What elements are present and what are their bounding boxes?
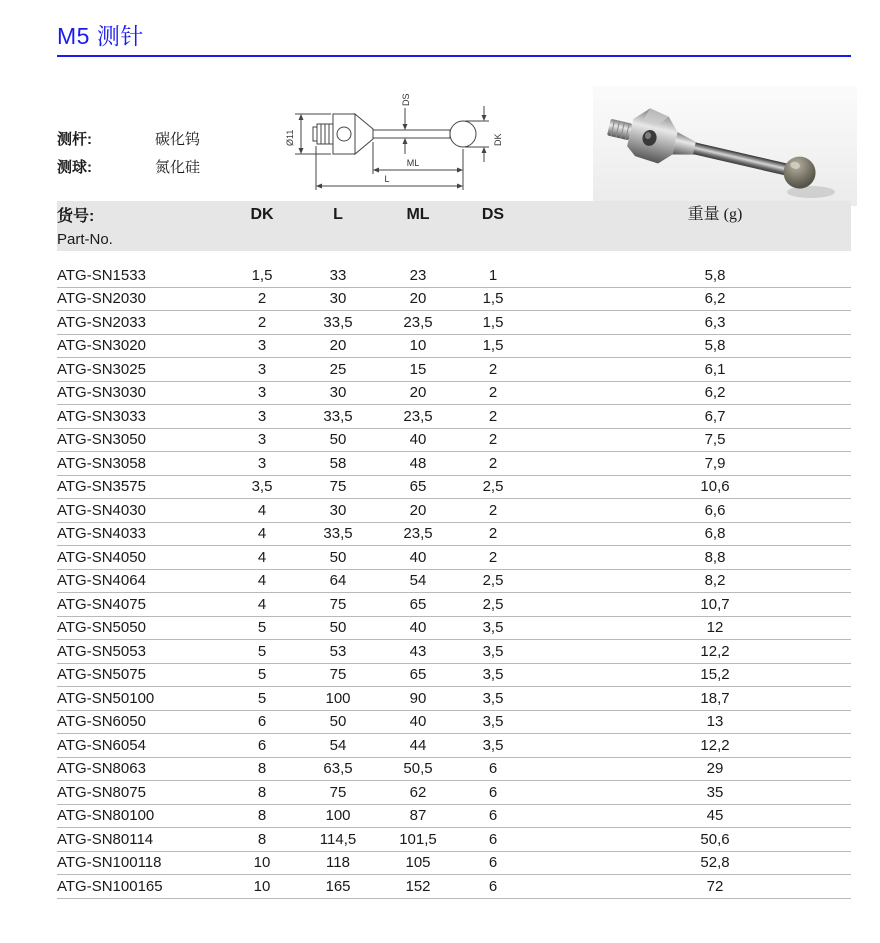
cell-ds: 2 xyxy=(488,360,498,378)
dim-label-ds: DS xyxy=(401,93,411,106)
cell-ml: 101,5 xyxy=(399,830,437,848)
cell-weight: 12,2 xyxy=(700,736,730,754)
cell-l: 75 xyxy=(329,783,347,801)
table-row xyxy=(57,288,851,312)
cell-weight: 10,6 xyxy=(700,478,730,496)
cell-ml: 10 xyxy=(409,337,427,355)
cell-dk: 4 xyxy=(257,501,267,519)
cell-part-no: ATG-SN6054 xyxy=(57,736,146,754)
cell-ml: 43 xyxy=(409,642,427,660)
cell-weight: 13 xyxy=(706,713,724,731)
cell-dk: 3 xyxy=(257,337,267,355)
table-header xyxy=(57,201,851,251)
cell-weight: 8,8 xyxy=(704,548,726,566)
cell-part-no: ATG-SN4064 xyxy=(57,572,146,590)
parts-table xyxy=(57,201,851,899)
cell-dk: 5 xyxy=(257,689,267,707)
cell-l: 114,5 xyxy=(319,830,357,848)
cell-part-no: ATG-SN8063 xyxy=(57,760,146,778)
cell-part-no: ATG-SN4030 xyxy=(57,501,146,519)
dim-label-dk: DK xyxy=(493,133,503,146)
cell-dk: 2 xyxy=(257,290,267,308)
cell-dk: 4 xyxy=(257,572,267,590)
table-row xyxy=(57,852,851,876)
cell-weight: 6,6 xyxy=(704,501,726,519)
cell-weight: 12 xyxy=(706,619,724,637)
cell-ds: 1,5 xyxy=(482,290,504,308)
table-row xyxy=(57,758,851,782)
cell-dk: 5 xyxy=(257,619,267,637)
table-row xyxy=(57,452,851,476)
table-row xyxy=(57,264,851,288)
cell-dk: 2 xyxy=(257,313,267,331)
cell-ml: 48 xyxy=(409,454,427,472)
materials-block xyxy=(57,126,200,182)
cell-l: 58 xyxy=(329,454,347,472)
cell-ml: 90 xyxy=(409,689,427,707)
cell-ml: 23,5 xyxy=(403,525,433,543)
cell-ml: 62 xyxy=(409,783,427,801)
cell-ds: 2,5 xyxy=(482,572,504,590)
table-row xyxy=(57,828,851,852)
material-shaft-value: 碳化钨 xyxy=(155,131,201,148)
cell-ds: 6 xyxy=(488,807,498,825)
cell-dk: 8 xyxy=(257,783,267,801)
cell-part-no: ATG-SN1533 xyxy=(57,266,146,284)
cell-l: 30 xyxy=(329,384,347,402)
table-row xyxy=(57,335,851,359)
material-shaft-label: 测杆: xyxy=(57,131,92,148)
cell-ml: 20 xyxy=(409,501,427,519)
cell-part-no: ATG-SN3030 xyxy=(57,384,146,402)
cell-dk: 3 xyxy=(257,431,267,449)
cell-dk: 3 xyxy=(257,407,267,425)
table-row xyxy=(57,476,851,500)
cell-ml: 87 xyxy=(409,807,427,825)
cell-weight: 12,2 xyxy=(700,642,730,660)
cell-ds: 6 xyxy=(488,760,498,778)
cell-part-no: ATG-SN2030 xyxy=(57,290,146,308)
cell-dk: 3 xyxy=(257,384,267,402)
cell-ml: 65 xyxy=(409,595,427,613)
cell-dk: 3 xyxy=(257,454,267,472)
cell-weight: 8,2 xyxy=(704,572,726,590)
table-row xyxy=(57,429,851,453)
cell-part-no: ATG-SN3575 xyxy=(57,478,146,496)
cell-weight: 6,1 xyxy=(704,360,726,378)
cell-dk: 4 xyxy=(257,548,267,566)
header-weight: 重量 (g) xyxy=(687,206,743,223)
cell-ds: 2 xyxy=(488,548,498,566)
cell-ml: 105 xyxy=(405,854,431,872)
header-ds: DS xyxy=(481,206,505,223)
cell-dk: 10 xyxy=(253,877,271,895)
cell-weight: 52,8 xyxy=(700,854,730,872)
cell-ds: 1,5 xyxy=(482,337,504,355)
cell-part-no: ATG-SN100118 xyxy=(57,854,162,872)
cell-ds: 3,5 xyxy=(482,713,504,731)
cell-ds: 6 xyxy=(488,783,498,801)
cell-l: 118 xyxy=(326,854,350,872)
cell-ds: 3,5 xyxy=(482,642,504,660)
cell-part-no: ATG-SN8075 xyxy=(57,783,146,801)
table-row xyxy=(57,523,851,547)
cell-l: 30 xyxy=(329,501,347,519)
material-ball-label: 测球: xyxy=(57,159,92,176)
table-row xyxy=(57,499,851,523)
cell-l: 64 xyxy=(329,572,347,590)
cell-weight: 6,7 xyxy=(704,407,726,425)
cell-l: 100 xyxy=(325,807,351,825)
cell-ml: 40 xyxy=(409,619,427,637)
stylus-product-photo xyxy=(593,86,857,211)
cell-ds: 3,5 xyxy=(482,619,504,637)
table-row xyxy=(57,640,851,664)
cell-ds: 2 xyxy=(488,454,498,472)
cell-weight: 6,8 xyxy=(704,525,726,543)
cell-l: 50 xyxy=(329,431,347,449)
cell-part-no: ATG-SN80114 xyxy=(57,830,154,848)
cell-l: 33,5 xyxy=(323,407,353,425)
cell-dk: 3 xyxy=(257,360,267,378)
cell-dk: 3,5 xyxy=(251,478,273,496)
cell-dk: 5 xyxy=(257,666,267,684)
cell-part-no: ATG-SN80100 xyxy=(57,807,155,825)
cell-ds: 2,5 xyxy=(482,478,504,496)
page-title: M5 测针 xyxy=(57,23,144,49)
cell-weight: 72 xyxy=(706,877,724,895)
table-row xyxy=(57,382,851,406)
cell-ds: 3,5 xyxy=(482,689,504,707)
cell-l: 100 xyxy=(325,689,351,707)
cell-l: 20 xyxy=(329,337,347,355)
cell-ml: 40 xyxy=(409,548,427,566)
cell-l: 75 xyxy=(329,595,347,613)
material-ball-value: 氮化硅 xyxy=(155,159,201,176)
cell-part-no: ATG-SN4050 xyxy=(57,548,146,566)
cell-weight: 5,8 xyxy=(704,337,726,355)
cell-l: 63,5 xyxy=(323,760,353,778)
cell-l: 33 xyxy=(329,266,347,284)
cell-ml: 44 xyxy=(409,736,427,754)
table-row xyxy=(57,687,851,711)
cell-ml: 20 xyxy=(409,290,427,308)
cell-part-no: ATG-SN5075 xyxy=(57,666,146,684)
cell-part-no: ATG-SN50100 xyxy=(57,689,155,707)
cell-weight: 29 xyxy=(706,760,724,778)
cell-dk: 1,5 xyxy=(251,266,273,284)
cell-l: 50 xyxy=(329,713,347,731)
cell-ml: 23 xyxy=(409,266,427,284)
cell-ml: 40 xyxy=(409,431,427,449)
cell-ml: 65 xyxy=(409,478,427,496)
cell-weight: 5,8 xyxy=(704,266,726,284)
cell-l: 50 xyxy=(329,619,347,637)
cell-ds: 1 xyxy=(488,266,498,284)
cell-weight: 6,3 xyxy=(704,313,726,331)
cell-ml: 15 xyxy=(409,360,427,378)
cell-ds: 1,5 xyxy=(482,313,504,331)
cell-part-no: ATG-SN2033 xyxy=(57,313,146,331)
cell-part-no: ATG-SN4075 xyxy=(57,595,146,613)
dim-label-shank-diameter: Ø11 xyxy=(285,129,295,146)
cell-weight: 35 xyxy=(706,783,724,801)
cell-dk: 10 xyxy=(253,854,271,872)
cell-part-no: ATG-SN6050 xyxy=(57,713,146,731)
cell-part-no: ATG-SN3050 xyxy=(57,431,146,449)
table-row xyxy=(57,358,851,382)
cell-l: 33,5 xyxy=(323,525,353,543)
header-part-no xyxy=(57,205,227,251)
cell-ds: 2 xyxy=(488,407,498,425)
cell-ml: 23,5 xyxy=(403,407,433,425)
cell-part-no: ATG-SN5053 xyxy=(57,642,146,660)
material-shaft-row xyxy=(57,126,200,154)
cell-ds: 6 xyxy=(488,854,498,872)
cell-part-no: ATG-SN4033 xyxy=(57,525,146,543)
header-ml: ML xyxy=(406,206,430,223)
cell-ds: 2 xyxy=(488,431,498,449)
table-row xyxy=(57,617,851,641)
cell-weight: 7,5 xyxy=(704,431,726,449)
table-row xyxy=(57,570,851,594)
cell-weight: 18,7 xyxy=(700,689,730,707)
cell-weight: 6,2 xyxy=(704,384,726,402)
cell-ml: 20 xyxy=(409,384,427,402)
cell-ml: 152 xyxy=(405,877,431,895)
cell-ds: 2 xyxy=(488,384,498,402)
cell-l: 53 xyxy=(329,642,347,660)
cell-ml: 65 xyxy=(409,666,427,684)
cell-part-no: ATG-SN3058 xyxy=(57,454,146,472)
table-row xyxy=(57,875,851,899)
table-body xyxy=(57,264,851,899)
header-l: L xyxy=(333,206,343,223)
cell-dk: 4 xyxy=(257,525,267,543)
dim-label-ml: ML xyxy=(406,158,420,168)
cell-ds: 2 xyxy=(488,501,498,519)
cell-ml: 23,5 xyxy=(403,313,433,331)
table-row xyxy=(57,405,851,429)
cell-dk: 4 xyxy=(257,595,267,613)
cell-l: 33,5 xyxy=(323,313,353,331)
table-row xyxy=(57,805,851,829)
table-row xyxy=(57,711,851,735)
cell-weight: 50,6 xyxy=(700,830,730,848)
dim-label-l: L xyxy=(384,174,390,184)
material-ball-row xyxy=(57,154,200,182)
cell-weight: 7,9 xyxy=(704,454,726,472)
cell-l: 30 xyxy=(329,290,347,308)
cell-weight: 6,2 xyxy=(704,290,726,308)
cell-dk: 5 xyxy=(257,642,267,660)
cell-ds: 2,5 xyxy=(482,595,504,613)
cell-part-no: ATG-SN3025 xyxy=(57,360,146,378)
cell-dk: 8 xyxy=(257,830,267,848)
cell-ds: 6 xyxy=(488,877,498,895)
cell-part-no: ATG-SN3033 xyxy=(57,407,146,425)
header-dk: DK xyxy=(250,206,274,223)
cell-l: 50 xyxy=(329,548,347,566)
cell-weight: 45 xyxy=(706,807,724,825)
table-row xyxy=(57,593,851,617)
cell-dk: 6 xyxy=(257,736,267,754)
cell-part-no: ATG-SN3020 xyxy=(57,337,146,355)
cell-l: 165 xyxy=(325,877,351,895)
table-row xyxy=(57,664,851,688)
cell-weight: 15,2 xyxy=(700,666,730,684)
cell-dk: 8 xyxy=(257,807,267,825)
table-row xyxy=(57,781,851,805)
cell-ml: 50,5 xyxy=(403,760,433,778)
title-divider xyxy=(57,55,851,57)
cell-weight: 10,7 xyxy=(700,595,730,613)
cell-dk: 6 xyxy=(257,713,267,731)
header-part-no-cn: 货号: xyxy=(57,208,95,225)
cell-ds: 3,5 xyxy=(482,736,504,754)
table-row xyxy=(57,734,851,758)
cell-ds: 2 xyxy=(488,525,498,543)
cell-ds: 3,5 xyxy=(482,666,504,684)
stylus-technical-drawing xyxy=(283,88,507,203)
table-row xyxy=(57,546,851,570)
cell-part-no: ATG-SN5050 xyxy=(57,619,146,637)
cell-ml: 40 xyxy=(409,713,427,731)
cell-l: 25 xyxy=(329,360,347,378)
cell-l: 54 xyxy=(329,736,347,754)
cell-l: 75 xyxy=(329,666,347,684)
cell-dk: 8 xyxy=(257,760,267,778)
cell-part-no: ATG-SN100165 xyxy=(57,877,163,895)
cell-ds: 6 xyxy=(488,830,498,848)
table-row xyxy=(57,311,851,335)
header-part-no-en: Part-No. xyxy=(57,231,113,248)
cell-l: 75 xyxy=(329,478,347,496)
cell-ml: 54 xyxy=(409,572,427,590)
